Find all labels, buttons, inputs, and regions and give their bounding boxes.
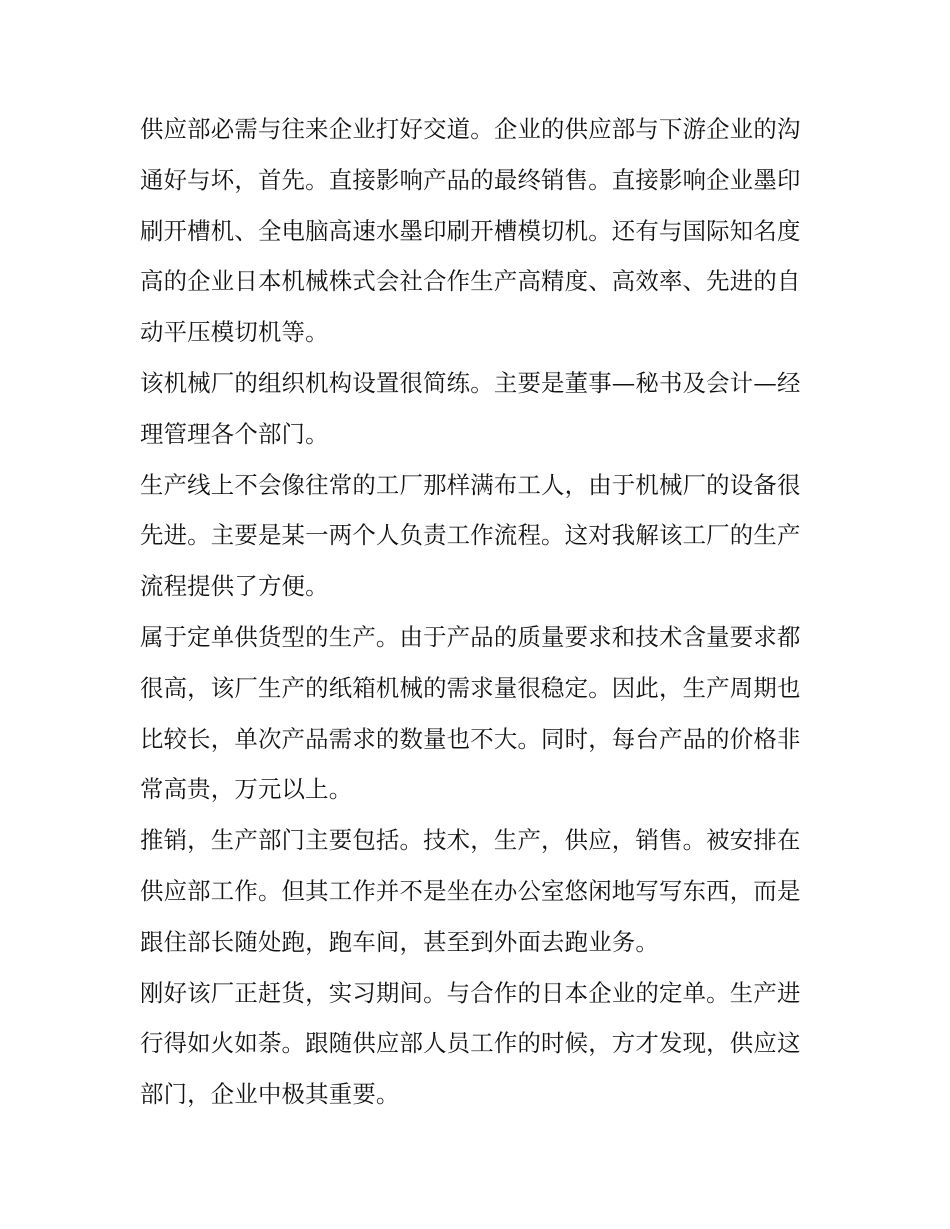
paragraph-organization: 该机械厂的组织机构设置很简练。主要是董事—秘书及会计—经理管理各个部门。 <box>140 368 801 448</box>
paragraph-production-line: 生产线上不会像往常的工厂那样满布工人，由于机械厂的设备很先进。主要是某一两个人负责工作流程。这对我解该工厂的生产流程提供了方便。 <box>140 470 801 601</box>
paragraph-order-production: 属于定单供货型的生产。由于产品的质量要求和技术含量要求都很高，该厂生产的纸箱机械的需求量很稳定。因此，生产周期也比较长，单次产品需求的数量也不大。同时，每台产品的价格非常高贵，万元以上。 <box>140 622 801 804</box>
paragraph-supply-relations: 供应部必需与往来企业打好交道。企业的供应部与下游企业的沟通好与坏，首先。直接影响产品的最终销售。直接影响企业墨印刷开槽机、全电脑高速水墨印刷开槽模切机。还有与国际知名度高的企业日本机械株式会社合作生产高精度、高效率、先进的自动平压模切机等。 <box>140 115 801 347</box>
paragraph-departments: 推销，生产部门主要包括。技术，生产，供应，销售。被安排在供应部工作。但其工作并不是坐在办公室悠闲地写写东西，而是跟住部长随处跑，跑车间，甚至到外面去跑业务。 <box>140 826 801 956</box>
paragraph-internship: 刚好该厂正赶货，实习期间。与合作的日本企业的定单。生产进行得如火如荼。跟随供应部人员工作的时候，方才发现，供应这部门，企业中极其重要。 <box>140 978 801 1109</box>
document-body <box>140 104 812 1120</box>
